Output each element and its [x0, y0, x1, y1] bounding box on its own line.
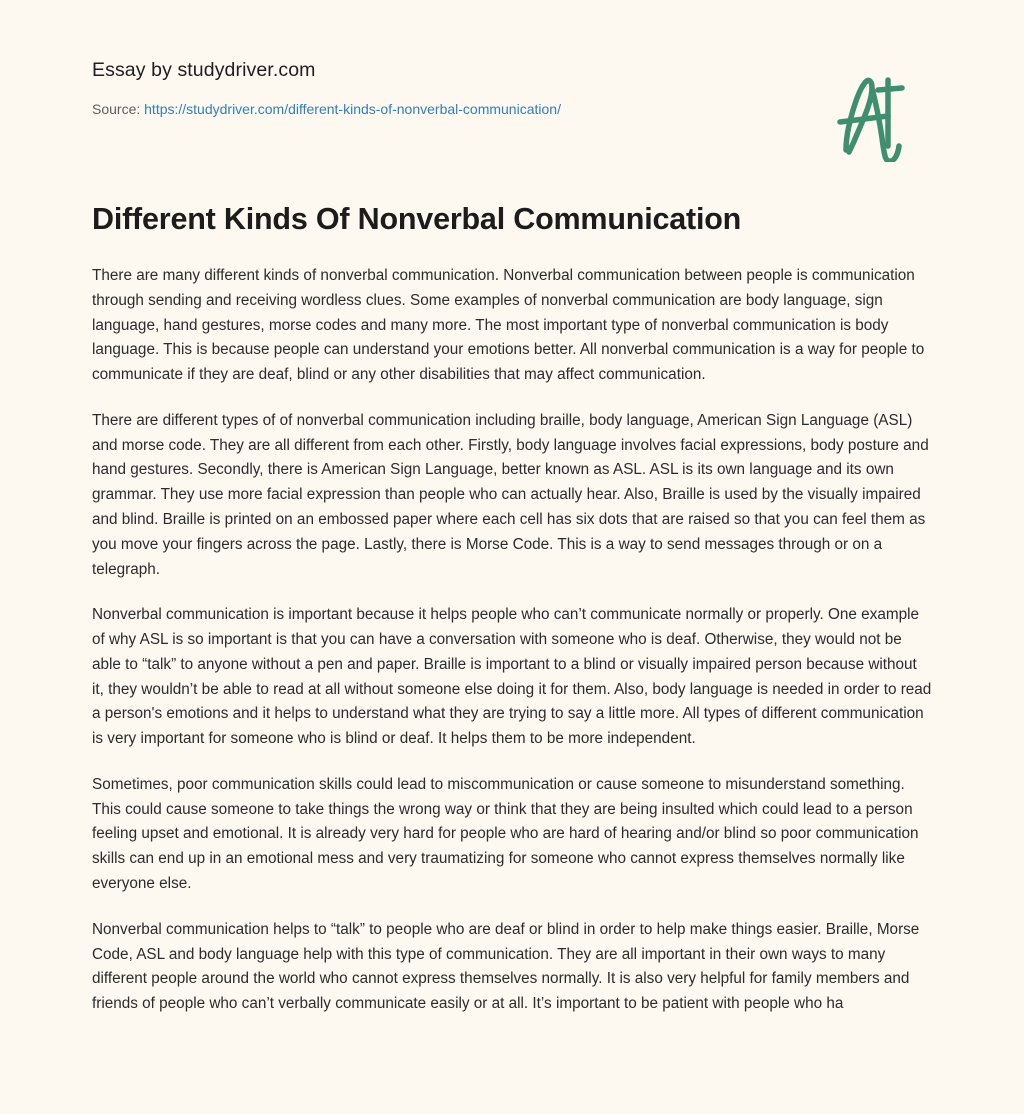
paragraph: Nonverbal communication helps to “talk” to people who are deaf or blind in order to help make things easier. Braille, Morse Code, ASL and body language help with this type of communication. They are all important in their own ways to many different people around the world who cannot express themselves normally. It is also very helpful for family members and friends of people who can’t verbally communicate easily or at all. It’s important to be patient with people who ha: [92, 920, 920, 1013]
byline-site-name: studydriver.com: [177, 59, 316, 81]
source-url-link[interactable]: https://studydriver.com/different-kinds-of-nonverbal-communication/: [144, 101, 561, 118]
source-label: Source:: [92, 101, 145, 118]
bottom-fade: [0, 1084, 1024, 1114]
paragraph: Sometimes, poor communication skills could lead to miscommunication or cause someone to misunderstand something. This could cause someone to take things the wrong way or think that they are being insulted which could lead to a person feeling upset and emotional. It is already very hard for people who are hard of hearing and/or blind so poor communication skills can end up in an emotional mess and very traumatizing for someone who cannot express themselves normally like everyone else.: [92, 775, 919, 892]
document-body: [0, 238, 1024, 1017]
paragraph: There are different types of of nonverbal communication including braille, body language, American Sign Language (ASL) and morse code. They are all different from each other. Firstly, body language involves facial expressions, body posture and hand gestures. Secondly, there is American Sign Language, better known as ASL. ASL is its own language and its own grammar. They use more facial expression than people who can actually hear. Also, Braille is used by the visually impaired and blind. Braille is printed on an embossed paper where each cell has six dots that are raised so that you can feel them as you move your fingers across the page. Lastly, there is Morse Code. This is a way to send messages through or on a telegraph.: [92, 411, 929, 578]
studydriver-logo-icon: [802, 66, 932, 162]
page-title: Different Kinds Of Nonverbal Communication: [92, 202, 742, 236]
paragraph: Nonverbal communication is important because it helps people who can’t communicate normally or properly. One example of why ASL is so important is that you can have a conversation with someone who is deaf. Otherwise, they would not be able to “talk” to anyone without a pen and paper. Braille is important to a blind or visually impaired person because without it, they wouldn’t be able to read at all without someone else doing it for them. Also, body language is needed in order to read a person's emotions and it helps to understand what they are trying to say a little more. All types of different communication is very important for someone who is blind or deaf. It helps them to be more independent.: [92, 606, 932, 748]
paragraph: There are many different kinds of nonverbal communication. Nonverbal communication between people is communication through sending and receiving wordless clues. Some examples of nonverbal communication are body language, sign language, hand gestures, morse codes and many more. The most important type of nonverbal communication is body language. This is because people can understand your emotions better. All nonverbal communication is a way for people to communicate if they are deaf, blind or any other disabilities that may affect communication.: [92, 267, 925, 384]
document-header: [0, 0, 1024, 200]
byline-prefix: Essay by: [92, 59, 178, 81]
